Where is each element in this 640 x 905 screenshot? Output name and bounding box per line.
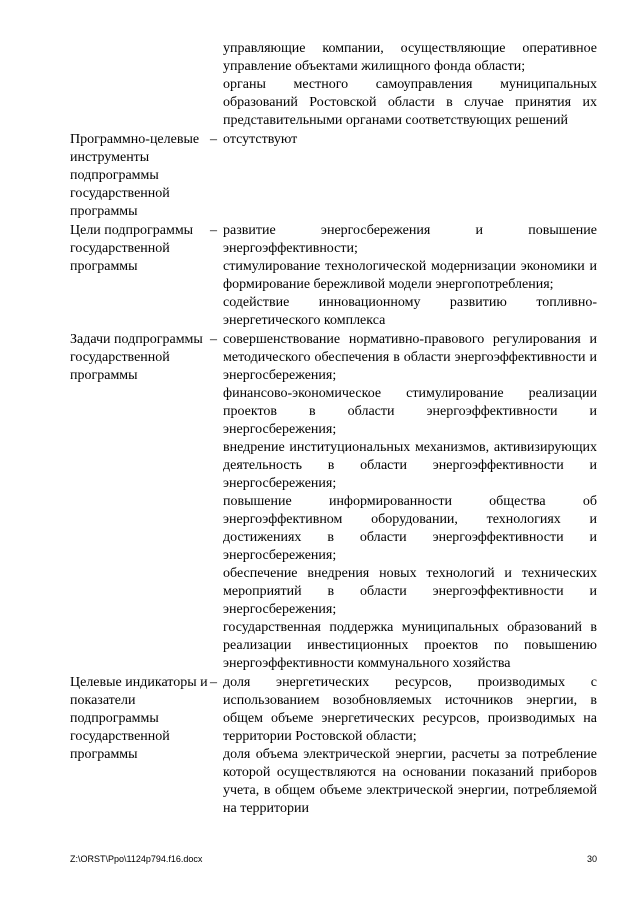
row-content <box>223 40 597 130</box>
paragraph: финансово-экономическое стимулирование реализации проектов в области энергоэффективности и энергосбережения; <box>223 386 597 437</box>
paragraph: содействие инновационному развитию топливно-энергетического комплекса <box>223 295 597 328</box>
paragraph: доля объема электрической энергии, расчеты за потребление которой осуществляются на основании показаний приборов учета, в общем объеме электрической энергии, потребляемой на территории <box>223 747 597 816</box>
paragraph: повышение информированности общества об энергоэффективном оборудовании, технологиях и достижениях в области энергоэффективности и энергосбережения; <box>223 494 597 563</box>
row-dash: – <box>210 675 217 690</box>
row-dash: – <box>210 132 217 147</box>
row-content <box>223 674 597 818</box>
row-label: Программно-целевые инструменты подпрограммы государственной программы <box>70 132 200 219</box>
row-content <box>223 131 597 149</box>
paragraph: совершенствование нормативно-правового регулирования и методического обеспечения в области энергоэффективности и энергосбережения; <box>223 332 597 383</box>
table-row <box>70 131 597 221</box>
row-dash: – <box>210 332 217 347</box>
page-footer <box>70 854 597 864</box>
document-body <box>70 40 597 818</box>
paragraph: доля энергетических ресурсов, производимых с использованием возобновляемых источников энергии, в общем объеме энергетических ресурсов, производимых на территории Ростовской области; <box>223 675 597 744</box>
paragraph: управляющие компании, осуществляющие оперативное управление объектами жилищного фонда области; <box>223 41 597 74</box>
paragraph: обеспечение внедрения новых технологий и технических мероприятий в области энергоэффективности и энергосбережения; <box>223 566 597 617</box>
paragraph: стимулирование технологической модернизации экономики и формирование бережливой модели энергопотребления; <box>223 259 597 292</box>
paragraph: внедрение институциональных механизмов, активизирующих деятельность в области энергоэффективности и энергосбережения; <box>223 440 597 491</box>
table-row <box>70 674 597 818</box>
page-number: 30 <box>586 854 597 864</box>
table-row <box>70 331 597 673</box>
paragraph: органы местного самоуправления муниципальных образований Ростовской области в случае принятия их представительными органами соответствующих решений <box>223 77 597 128</box>
table-row <box>70 40 597 130</box>
row-content <box>223 331 597 673</box>
row-label: Задачи подпрограммы государственной программы <box>70 332 203 383</box>
file-path: Z:\ORST\Ppo\1124p794.f16.docx <box>70 854 203 864</box>
table-row <box>70 222 597 330</box>
row-label: Цели подпрограммы государственной программы <box>70 223 194 274</box>
row-dash: – <box>210 223 217 238</box>
paragraph: развитие энергосбережения и повышение энергоэффективности; <box>223 223 597 256</box>
paragraph: отсутствуют <box>223 132 298 147</box>
paragraph: государственная поддержка муниципальных образований в реализации инвестиционных проектов по повышению энергоэффективности коммунального хозяйства <box>223 620 597 671</box>
row-content <box>223 222 597 330</box>
row-label: Целевые индикаторы и показатели подпрограммы государственной программы <box>70 675 208 762</box>
